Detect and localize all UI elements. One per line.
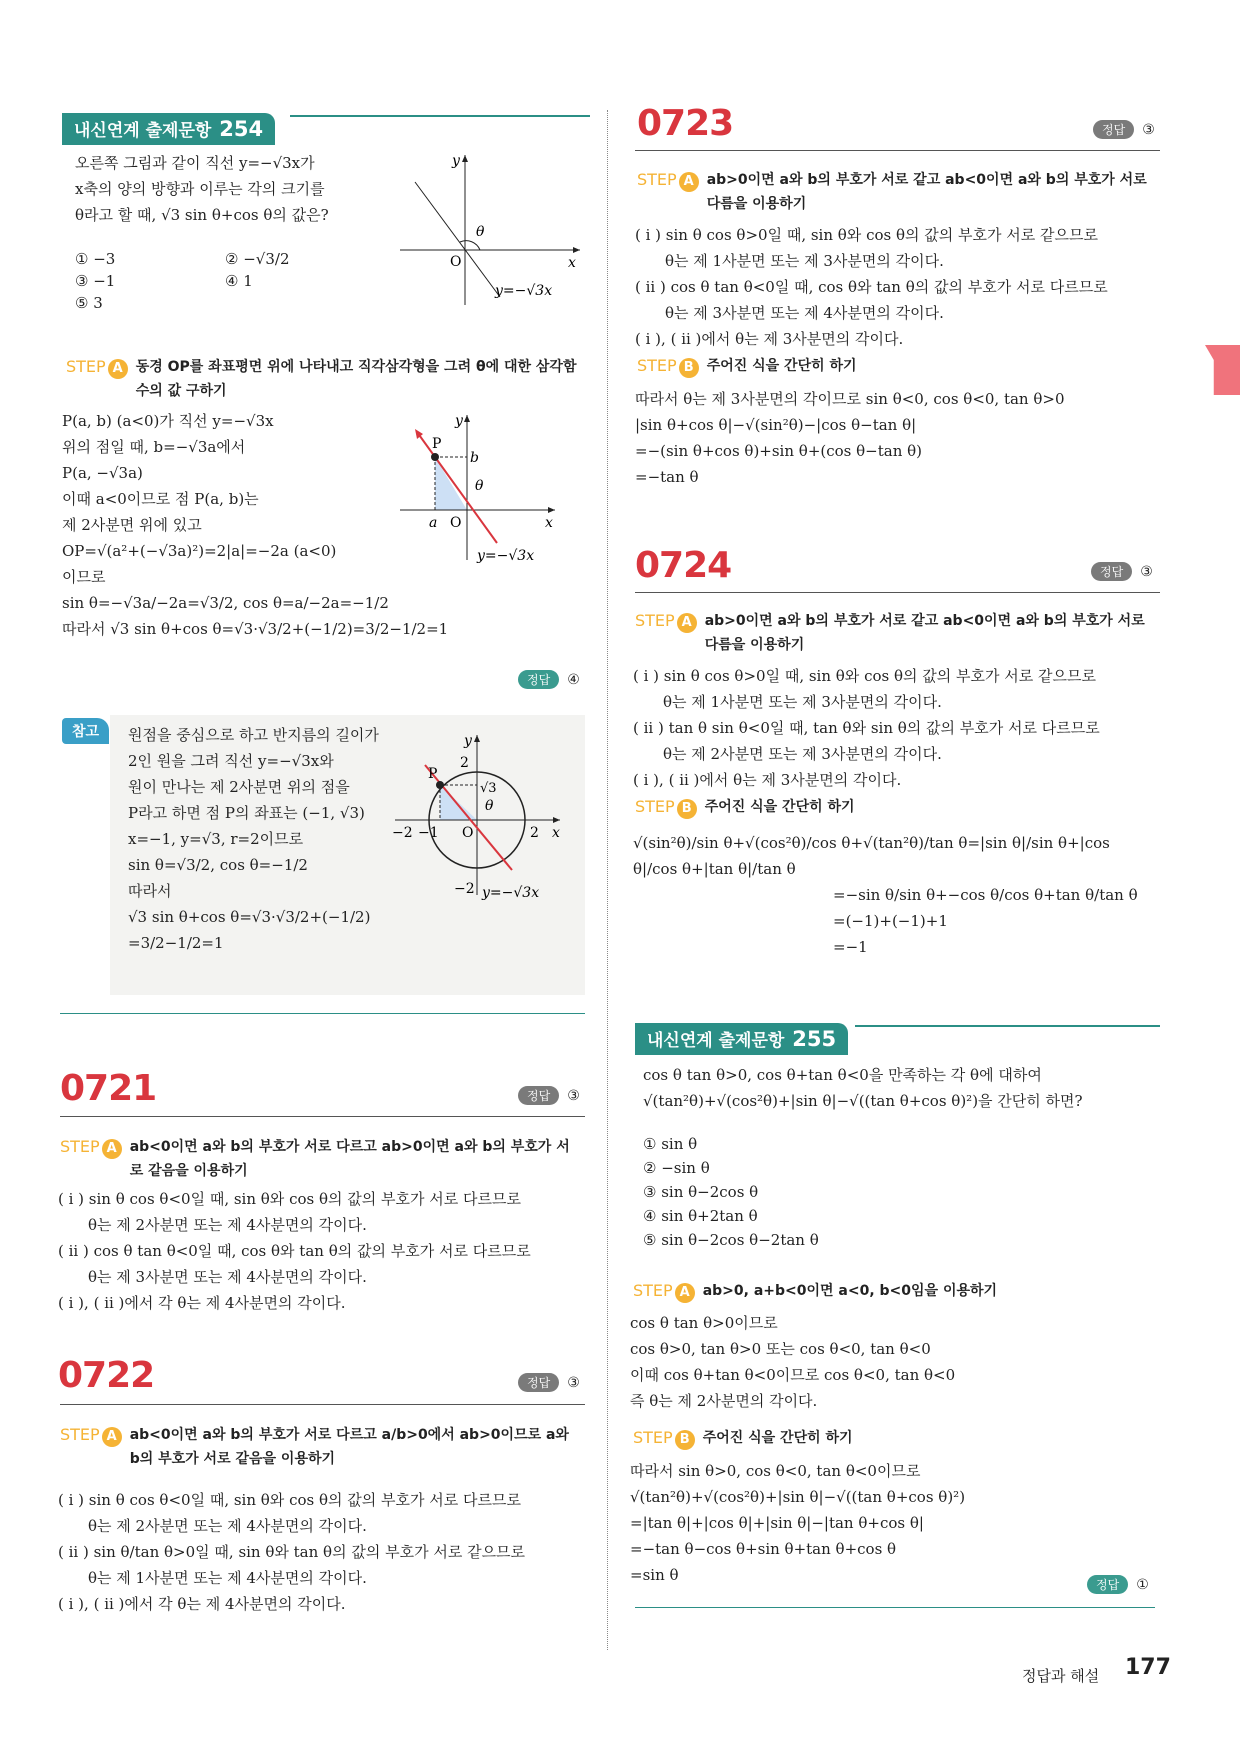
step-title: 동경 OP를 좌표평면 위에 나타내고 직각삼각형을 그려 θ에 대한 삼각함수의 값 구하기: [135, 359, 577, 399]
answer-value: ③: [567, 1374, 580, 1391]
text-line: θ는 제 1사분면 또는 제 3사분면의 각이다.: [665, 252, 944, 270]
step-badge: A: [102, 1427, 122, 1447]
choice-5: ⑤ 3: [75, 294, 103, 312]
choice-3: ③ sin θ−2cos θ: [643, 1183, 759, 1201]
text-line: 위의 점일 때, b=−√3a에서: [62, 438, 246, 456]
text-line: ( ii ) cos θ tan θ<0일 때, cos θ와 tan θ의 값의 부호가 서로 다르므로: [58, 1242, 531, 1260]
problem-255-header: [635, 1023, 848, 1055]
answer-0724: [1091, 562, 1153, 581]
text-line: ( i ) sin θ cos θ<0일 때, sin θ와 cos θ의 값의 부호가 서로 다르므로: [58, 1491, 521, 1509]
graph-mark: [462, 155, 468, 162]
text-line: 따라서 θ는 제 3사분면의 각이므로 sin θ<0, cos θ<0, tan θ>0: [635, 390, 1065, 408]
text-line: θ는 제 2사분면 또는 제 3사분면의 각이다.: [663, 745, 942, 763]
choice-1: ① sin θ: [643, 1135, 698, 1153]
rule: [60, 1404, 585, 1405]
graph-label: −1: [418, 825, 439, 841]
step-badge: A: [108, 359, 128, 379]
step-title: ab<0이면 a와 b의 부호가 서로 다르고 ab>0이면 a와 b의 부호가 서로 같음을 이용하기: [129, 1139, 570, 1179]
text-line: =(−1)+(−1)+1: [833, 912, 948, 930]
graph-label: O: [462, 825, 474, 841]
step-badge: A: [102, 1139, 122, 1159]
problem-number: 0722: [58, 1355, 155, 1396]
x-label: x: [568, 255, 576, 271]
graph-label: y: [464, 733, 472, 749]
solution-0723-b: [635, 386, 1160, 490]
text-line: θ는 제 1사분면 또는 제 3사분면의 각이다.: [663, 693, 942, 711]
header-rule: [290, 115, 590, 117]
text-line: 이므로: [62, 568, 106, 586]
text-line: =−1: [833, 938, 868, 956]
answer-0722: [518, 1373, 580, 1392]
text-line: P(a, b) (a<0)가 직선 y=−√3x: [62, 412, 274, 430]
text-line: 2인 원을 그려 직선 y=−√3x와: [128, 752, 334, 770]
text-line: sin θ=√3/2, cos θ=−1/2: [128, 856, 308, 874]
solution-0721: [58, 1186, 588, 1316]
text-line: ( i ) sin θ cos θ>0일 때, sin θ와 cos θ의 값의 부호가 서로 같으므로: [633, 667, 1096, 685]
text-line: =sin θ: [630, 1566, 679, 1584]
graph-mark: [436, 781, 444, 789]
step-label: STEP: [633, 1281, 673, 1300]
text-line: cos θ tan θ>0, cos θ+tan θ<0을 만족하는 각 θ에 대하여: [643, 1066, 1042, 1084]
step-label: STEP: [633, 1428, 673, 1447]
rule: [635, 592, 1160, 593]
choices: [643, 1132, 1158, 1252]
graph-mark: [425, 765, 512, 870]
note-label: 참고: [62, 718, 109, 744]
rule: [635, 150, 1160, 151]
text-line: 원점을 중심으로 하고 반지름의 길이가: [128, 726, 379, 744]
chapter-side-tab[interactable]: [1205, 345, 1240, 395]
text-line: √3 sin θ+cos θ=√3·√3/2+(−1/2): [128, 908, 371, 926]
graph-mark: [464, 415, 470, 422]
choice-4: ④ sin θ+2tan θ: [643, 1207, 758, 1225]
rule: [60, 1116, 585, 1117]
text-line: 따라서 sin θ>0, cos θ<0, tan θ<0이므로: [630, 1462, 921, 1480]
text-line: θ는 제 3사분면 또는 제 4사분면의 각이다.: [88, 1268, 367, 1286]
header-number: 254: [219, 117, 264, 141]
text-line: =|tan θ|+|cos θ|+|sin θ|−|tan θ+cos θ|: [630, 1514, 924, 1532]
theta-label: θ: [475, 478, 484, 494]
problem-254-header: [62, 113, 275, 145]
text-line: =−(sin θ+cos θ)+sin θ+(cos θ−tan θ): [635, 442, 923, 460]
answer-pill: 정답: [518, 1373, 559, 1392]
answer-0721: [518, 1086, 580, 1105]
line-label: y=−√3x: [477, 548, 535, 564]
step-badge: A: [675, 1283, 695, 1303]
step-badge: A: [677, 613, 697, 633]
answer-255: [1087, 1575, 1149, 1594]
text-line: x축의 양의 방향과 이루는 각의 크기를: [75, 180, 325, 198]
note-text: [128, 722, 393, 956]
p-label: P: [432, 436, 442, 452]
solution-0723-a: [635, 222, 1160, 352]
text-line: ( ii ) cos θ tan θ<0일 때, cos θ와 tan θ의 값의 부호가 서로 다르므로: [635, 278, 1108, 296]
graph-mark: [548, 507, 555, 513]
text-line: 즉 θ는 제 2사분면의 각이다.: [630, 1392, 818, 1410]
step-label: STEP: [635, 797, 675, 816]
step-a: [635, 609, 1155, 657]
header-rule: [855, 1025, 1160, 1027]
step-b: [637, 354, 1157, 378]
text-line: OP=√(a²+(−√3a)²)=2|a|=−2a (a<0): [62, 542, 337, 560]
text-line: √(tan²θ)+√(cos²θ)+|sin θ|−√((tan θ+cos θ)²)을 간단히 하면?: [643, 1092, 1083, 1110]
text-line: =−sin θ/sin θ+−cos θ/cos θ+tan θ/tan θ: [833, 886, 1138, 904]
origin-label: O: [450, 254, 462, 270]
line-label: y=−√3x: [495, 283, 553, 299]
text-line: 이때 cos θ+tan θ<0이므로 cos θ<0, tan θ<0: [630, 1366, 956, 1384]
text-line: ( i ), ( ii )에서 각 θ는 제 4사분면의 각이다.: [58, 1595, 346, 1613]
graph-mark: [474, 735, 480, 742]
text-line: 원이 만나는 제 2사분면 위의 점을: [128, 778, 350, 796]
step-label: STEP: [637, 356, 677, 375]
solution-255-a: [630, 1310, 1155, 1414]
graph-circle: [390, 730, 565, 905]
graph-mark: [573, 247, 580, 253]
graph-mark: [460, 241, 480, 250]
text-line: |sin θ+cos θ|−√(sin²θ)−|cos θ−tan θ|: [635, 416, 917, 434]
answer-pill: 정답: [1093, 120, 1134, 139]
step-a: [60, 1135, 580, 1183]
step-b: [635, 795, 1155, 819]
step-title: 주어진 식을 간단히 하기: [706, 358, 857, 374]
step-title: ab>0이면 a와 b의 부호가 서로 같고 ab<0이면 a와 b의 부호가 서로 다름을 이용하기: [704, 613, 1145, 653]
answer-value: ③: [1140, 563, 1153, 580]
graph-mark: [431, 453, 439, 461]
y-label: y: [452, 153, 460, 169]
graph-label: θ: [485, 798, 494, 814]
graph-label: √3: [480, 781, 497, 796]
answer-pill: 정답: [518, 670, 559, 689]
header-number: 255: [792, 1027, 837, 1051]
text-line: 오른쪽 그림과 같이 직선 y=−√3x가: [75, 154, 315, 172]
footer-label: 정답과 해설: [1022, 1667, 1100, 1685]
text-line: ( i ), ( ii )에서 각 θ는 제 4사분면의 각이다.: [58, 1294, 346, 1312]
text-line: θ라고 할 때, √3 sin θ+cos θ의 값은?: [75, 206, 329, 224]
header-label: 내신연계 출제문항: [74, 121, 212, 141]
section-rule: [60, 1013, 585, 1014]
text-line: 따라서: [128, 882, 172, 900]
text-line: cos θ tan θ>0이므로: [630, 1314, 778, 1332]
answer-value: ③: [567, 1087, 580, 1104]
step-title: ab>0, a+b<0이면 a<0, b<0임을 이용하기: [702, 1283, 998, 1299]
graph-point-p: [395, 410, 565, 570]
text-line: √(sin²θ)/sin θ+√(cos²θ)/cos θ+√(tan²θ)/tan θ=|sin θ|/sin θ+|cos θ|/cos θ+|tan θ|/tan θ: [633, 834, 1110, 878]
text-line: 이때 a<0이므로 점 P(a, b)는: [62, 490, 259, 508]
graph-label: 2: [460, 755, 469, 771]
choice-2: ② −sin θ: [643, 1159, 710, 1177]
column-divider: [607, 110, 608, 1650]
choice-4: ④ 1: [225, 272, 253, 290]
answer-value: ③: [1142, 121, 1155, 138]
step-a: [66, 355, 586, 403]
theta-label: θ: [476, 224, 485, 240]
text-line: sin θ=−√3a/−2a=√3/2, cos θ=a/−2a=−1/2: [62, 594, 389, 612]
step-badge: B: [677, 799, 697, 819]
origin-label: O: [450, 515, 462, 531]
problem-255-question: [643, 1062, 1158, 1114]
graph-label: P: [428, 766, 438, 782]
text-line: θ는 제 2사분면 또는 제 4사분면의 각이다.: [88, 1517, 367, 1535]
text-line: ( ii ) sin θ/tan θ>0일 때, sin θ와 tan θ의 값의 부호가 서로 같으므로: [58, 1543, 526, 1561]
step-label: STEP: [66, 357, 106, 376]
section-rule: [635, 1607, 1155, 1608]
step-a: [637, 168, 1157, 216]
text-line: x=−1, y=√3, r=2이므로: [128, 830, 304, 848]
problem-number: 0721: [60, 1068, 157, 1109]
answer-pill: 정답: [1087, 1575, 1128, 1594]
header-label: 내신연계 출제문항: [647, 1031, 785, 1051]
solution-0724-b: [633, 830, 1158, 960]
step-a: [633, 1279, 1158, 1303]
step-title: ab>0이면 a와 b의 부호가 서로 같고 ab<0이면 a와 b의 부호가 서로 다름을 이용하기: [706, 172, 1147, 212]
graph-label: −2: [454, 881, 475, 897]
step-label: STEP: [60, 1425, 100, 1444]
answer-0723: [1093, 120, 1155, 139]
problem-number: 0724: [635, 545, 732, 586]
choices: [75, 250, 355, 312]
step-badge: A: [679, 172, 699, 192]
choice-5: ⑤ sin θ−2cos θ−2tan θ: [643, 1231, 819, 1249]
solution-0722: [58, 1487, 588, 1617]
step-b: [633, 1426, 1158, 1450]
text-line: cos θ>0, tan θ>0 또는 cos θ<0, tan θ<0: [630, 1340, 931, 1358]
text-line: ( i ) sin θ cos θ<0일 때, sin θ와 cos θ의 값의 부호가 서로 다르므로: [58, 1190, 521, 1208]
page-number: 177: [1125, 1655, 1171, 1680]
graph-label: y=−√3x: [482, 885, 540, 901]
text-line: 제 2사분면 위에 있고: [62, 516, 202, 534]
text-line: ( ii ) tan θ sin θ<0일 때, tan θ와 sin θ의 값의 부호가 서로 다르므로: [633, 719, 1100, 737]
answer-pill: 정답: [1091, 562, 1132, 581]
text-line: θ는 제 1사분면 또는 제 4사분면의 각이다.: [88, 1569, 367, 1587]
text-line: ( i ), ( ii )에서 θ는 제 3사분면의 각이다.: [635, 330, 904, 348]
step-badge: B: [675, 1430, 695, 1450]
line-graph: [415, 182, 500, 297]
x-label: x: [545, 515, 553, 531]
step-title: 주어진 식을 간단히 하기: [704, 799, 855, 815]
solution-0724-a: [633, 663, 1158, 793]
text-line: θ는 제 2사분면 또는 제 4사분면의 각이다.: [88, 1216, 367, 1234]
answer-value: ④: [567, 671, 580, 688]
text-line: =3/2−1/2=1: [128, 934, 224, 952]
step-label: STEP: [637, 170, 677, 189]
step-title: ab<0이면 a와 b의 부호가 서로 다르고 a/b>0에서 ab>0이므로 a와 b의 부호가 서로 같음을 이용하기: [129, 1427, 569, 1467]
answer-pill: 정답: [518, 1086, 559, 1105]
choice-2: ② −√3/2: [225, 250, 290, 268]
text-line: θ는 제 3사분면 또는 제 4사분면의 각이다.: [665, 304, 944, 322]
solution-255-b: [630, 1458, 1075, 1588]
answer-value: ①: [1136, 1576, 1149, 1593]
text-line: ( i ), ( ii )에서 θ는 제 3사분면의 각이다.: [633, 771, 902, 789]
graph-label: −2: [392, 825, 413, 841]
graph-mark: [553, 817, 560, 823]
text-line: 따라서 √3 sin θ+cos θ=√3·√3/2+(−1/2)=3/2−1/2=1: [62, 620, 449, 638]
text-line: ( i ) sin θ cos θ>0일 때, sin θ와 cos θ의 값의 부호가 서로 같으므로: [635, 226, 1098, 244]
step-a: [60, 1423, 580, 1471]
choice-1: ① −3: [75, 250, 116, 268]
y-label: y: [455, 413, 463, 429]
step-title: 주어진 식을 간단히 하기: [702, 1430, 853, 1446]
graph-line: [390, 150, 590, 310]
step-label: STEP: [60, 1137, 100, 1156]
text-line: P(a, −√3a): [62, 464, 143, 482]
step-badge: B: [679, 358, 699, 378]
answer-254: [518, 670, 580, 689]
text-line: =−tan θ: [635, 468, 699, 486]
graph-label: 2: [530, 825, 539, 841]
step-label: STEP: [635, 611, 675, 630]
problem-254-question: [75, 150, 390, 228]
problem-number: 0723: [637, 103, 734, 144]
a-label: a: [429, 515, 438, 531]
text-line: √(tan²θ)+√(cos²θ)+|sin θ|−√((tan θ+cos θ)²): [630, 1488, 966, 1506]
graph-label: x: [552, 825, 560, 841]
text-line: =−tan θ−cos θ+sin θ+tan θ+cos θ: [630, 1540, 897, 1558]
choice-3: ③ −1: [75, 272, 116, 290]
b-label: b: [470, 450, 479, 466]
text-line: P라고 하면 점 P의 좌표는 (−1, √3): [128, 804, 365, 822]
